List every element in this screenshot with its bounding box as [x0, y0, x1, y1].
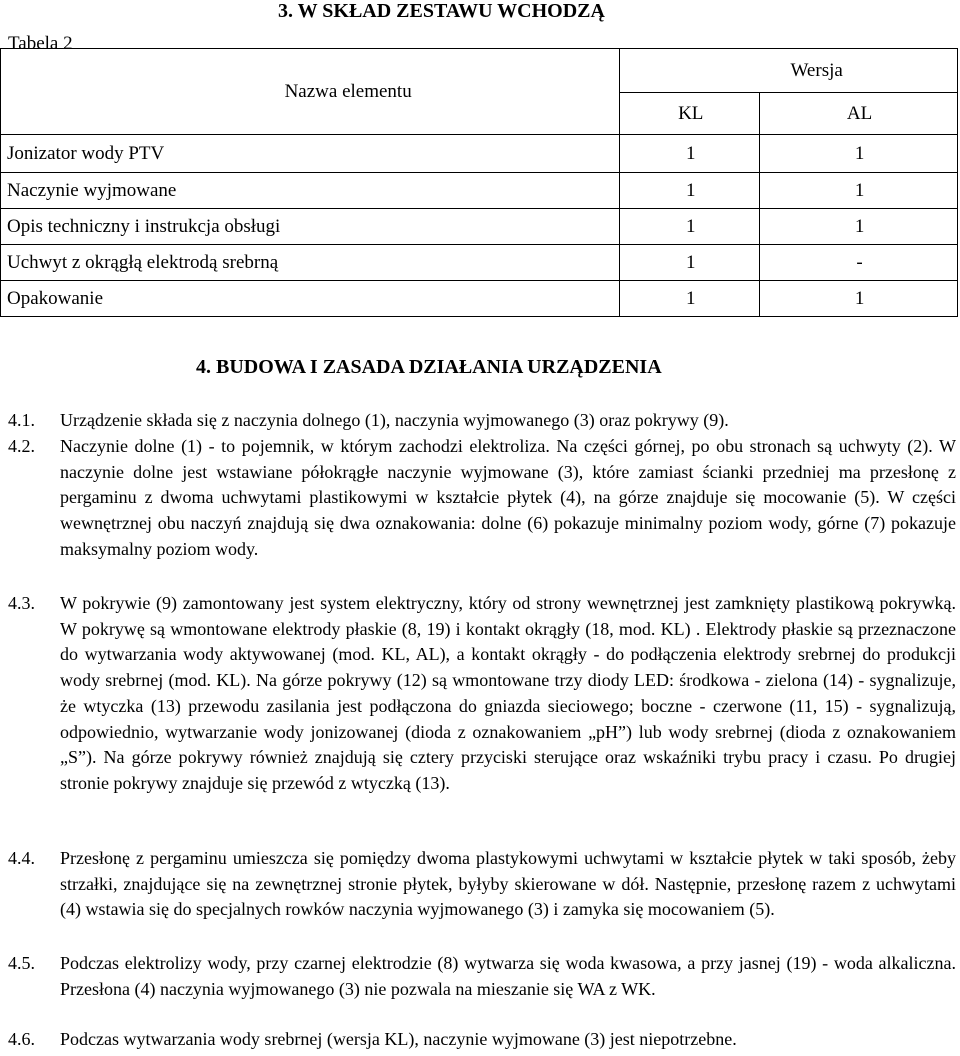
paragraph-number: 4.3. [8, 593, 35, 613]
table-row [1, 281, 958, 317]
paragraph-number: 4.6. [8, 1029, 35, 1049]
paragraph-text: Przesłonę z pergaminu umieszcza się pomiędzy dwoma plastykowymi uchwytami w kształcie płytek w taki sposób, żeby strzałki, znajdujące się na zewnętrznej stronie płytek, byłyby skierowane w dół. Następnie, przesłonę razem z uchwytami (4) wstawia się do specjalnych rowków naczynia wyjmowanego (3) i zamyka się mocowaniem (5). [60, 848, 956, 920]
cell-al: - [760, 245, 958, 281]
cell-kl: 1 [620, 173, 760, 209]
cell-name: Naczynie wyjmowane [1, 173, 620, 209]
paragraph-number: 4.1. [8, 410, 35, 430]
cell-kl: 1 [620, 135, 760, 173]
components-table [0, 48, 958, 317]
cell-al: 1 [760, 281, 958, 317]
table-header-row [1, 49, 958, 93]
table-row [1, 209, 958, 245]
paragraph-text: W pokrywie (9) zamontowany jest system elektryczny, który od strony wewnętrznej jest zamknięty plastikową pokrywką. W pokrywę są wmontowane elektrody płaskie (8, 19) i kontakt okrągły (18, mod. KL) . Elektrody płaskie są przeznaczone do wytwarzania wody aktywowanej (mod. KL, AL), a kontakt okrągły - do podłączenia elektrody srebrnej do produkcji wody srebrnej (mod. KL). Na górze pokrywy (12) są wmontowane trzy diody LED: środkowa - zielona (14) - sygnalizuje, że wtyczka (13) przewodu zasilania jest podłączona do gniazda sieciowego; boczne - czerwone (11, 15) - sygnalizują, odpowiednio, wytwarzanie wody jonizowanej (dioda z oznakowaniem „pH”) lub wody srebrnej (dioda z oznakowaniem „S”). Na górze pokrywy również znajdują się cztery przyciski sterujące oraz wskaźniki trybu pracy i czasu. Po drugiej stronie pokrywy znajduje się przewód z wtyczką (13). [60, 593, 956, 793]
table-row [1, 173, 958, 209]
paragraph-text: Urządzenie składa się z naczynia dolnego (1), naczynia wyjmowanego (3) oraz pokrywy (9). [60, 410, 729, 430]
cell-al: 1 [760, 209, 958, 245]
cell-name: Opis techniczny i instrukcja obsługi [1, 209, 620, 245]
paragraph-text: Podczas wytwarzania wody srebrnej (wersja KL), naczynie wyjmowane (3) jest niepotrzebne. [60, 1029, 737, 1049]
cell-name: Opakowanie [1, 281, 620, 317]
table-row [1, 135, 958, 173]
cell-al: 1 [760, 173, 958, 209]
column-header-al: AL [760, 93, 958, 135]
paragraph-number: 4.2. [8, 436, 35, 456]
paragraph-4-1 [8, 408, 956, 434]
paragraph-4-4 [8, 846, 956, 923]
paragraph-number: 4.5. [8, 953, 35, 973]
cell-name: Uchwyt z okrągłą elektrodą srebrną [1, 245, 620, 281]
paragraph-text: Podczas elektrolizy wody, przy czarnej elektrodzie (8) wytwarza się woda kwasowa, a przy jasnej (19) - woda alkaliczna. Przesłona (4) naczynia wyjmowanego (3) nie pozwala na mieszanie się WA z WK. [60, 953, 956, 999]
cell-al: 1 [760, 135, 958, 173]
paragraph-4-6 [8, 1027, 956, 1053]
section-3-heading: 3. W SKŁAD ZESTAWU WCHODZĄ [278, 0, 605, 22]
paragraph-text: Naczynie dolne (1) - to pojemnik, w którym zachodzi elektroliza. Na części górnej, po obu stronach są uchwyty (2). W naczynie dolne jest wstawiane półokrągłe naczynie wyjmowane (3), które zamiast ścianki przedniej ma przesłonę z pergaminu z dwoma uchwytami plastikowymi w kształcie płytek (4), na górze znajduje się mocowanie (5). W części wewnętrznej obu naczyń znajdują się dwa oznakowania: dolne (6) pokazuje minimalny poziom wody, górne (7) pokazuje maksymalny poziom wody. [60, 436, 956, 559]
column-header-kl: KL [620, 93, 760, 135]
cell-kl: 1 [620, 245, 760, 281]
table-row [1, 245, 958, 281]
column-header-version: Wersja [620, 49, 958, 93]
paragraph-number: 4.4. [8, 848, 35, 868]
cell-kl: 1 [620, 281, 760, 317]
paragraph-4-2 [8, 434, 956, 563]
paragraph-4-3 [8, 591, 956, 797]
table-caption: Tabela 2 [8, 33, 73, 54]
column-header-name: Nazwa elementu [1, 49, 620, 135]
cell-name: Jonizator wody PTV [1, 135, 620, 173]
section-4-heading: 4. BUDOWA I ZASADA DZIAŁANIA URZĄDZENIA [196, 356, 662, 378]
cell-kl: 1 [620, 209, 760, 245]
paragraph-4-5 [8, 951, 956, 1002]
